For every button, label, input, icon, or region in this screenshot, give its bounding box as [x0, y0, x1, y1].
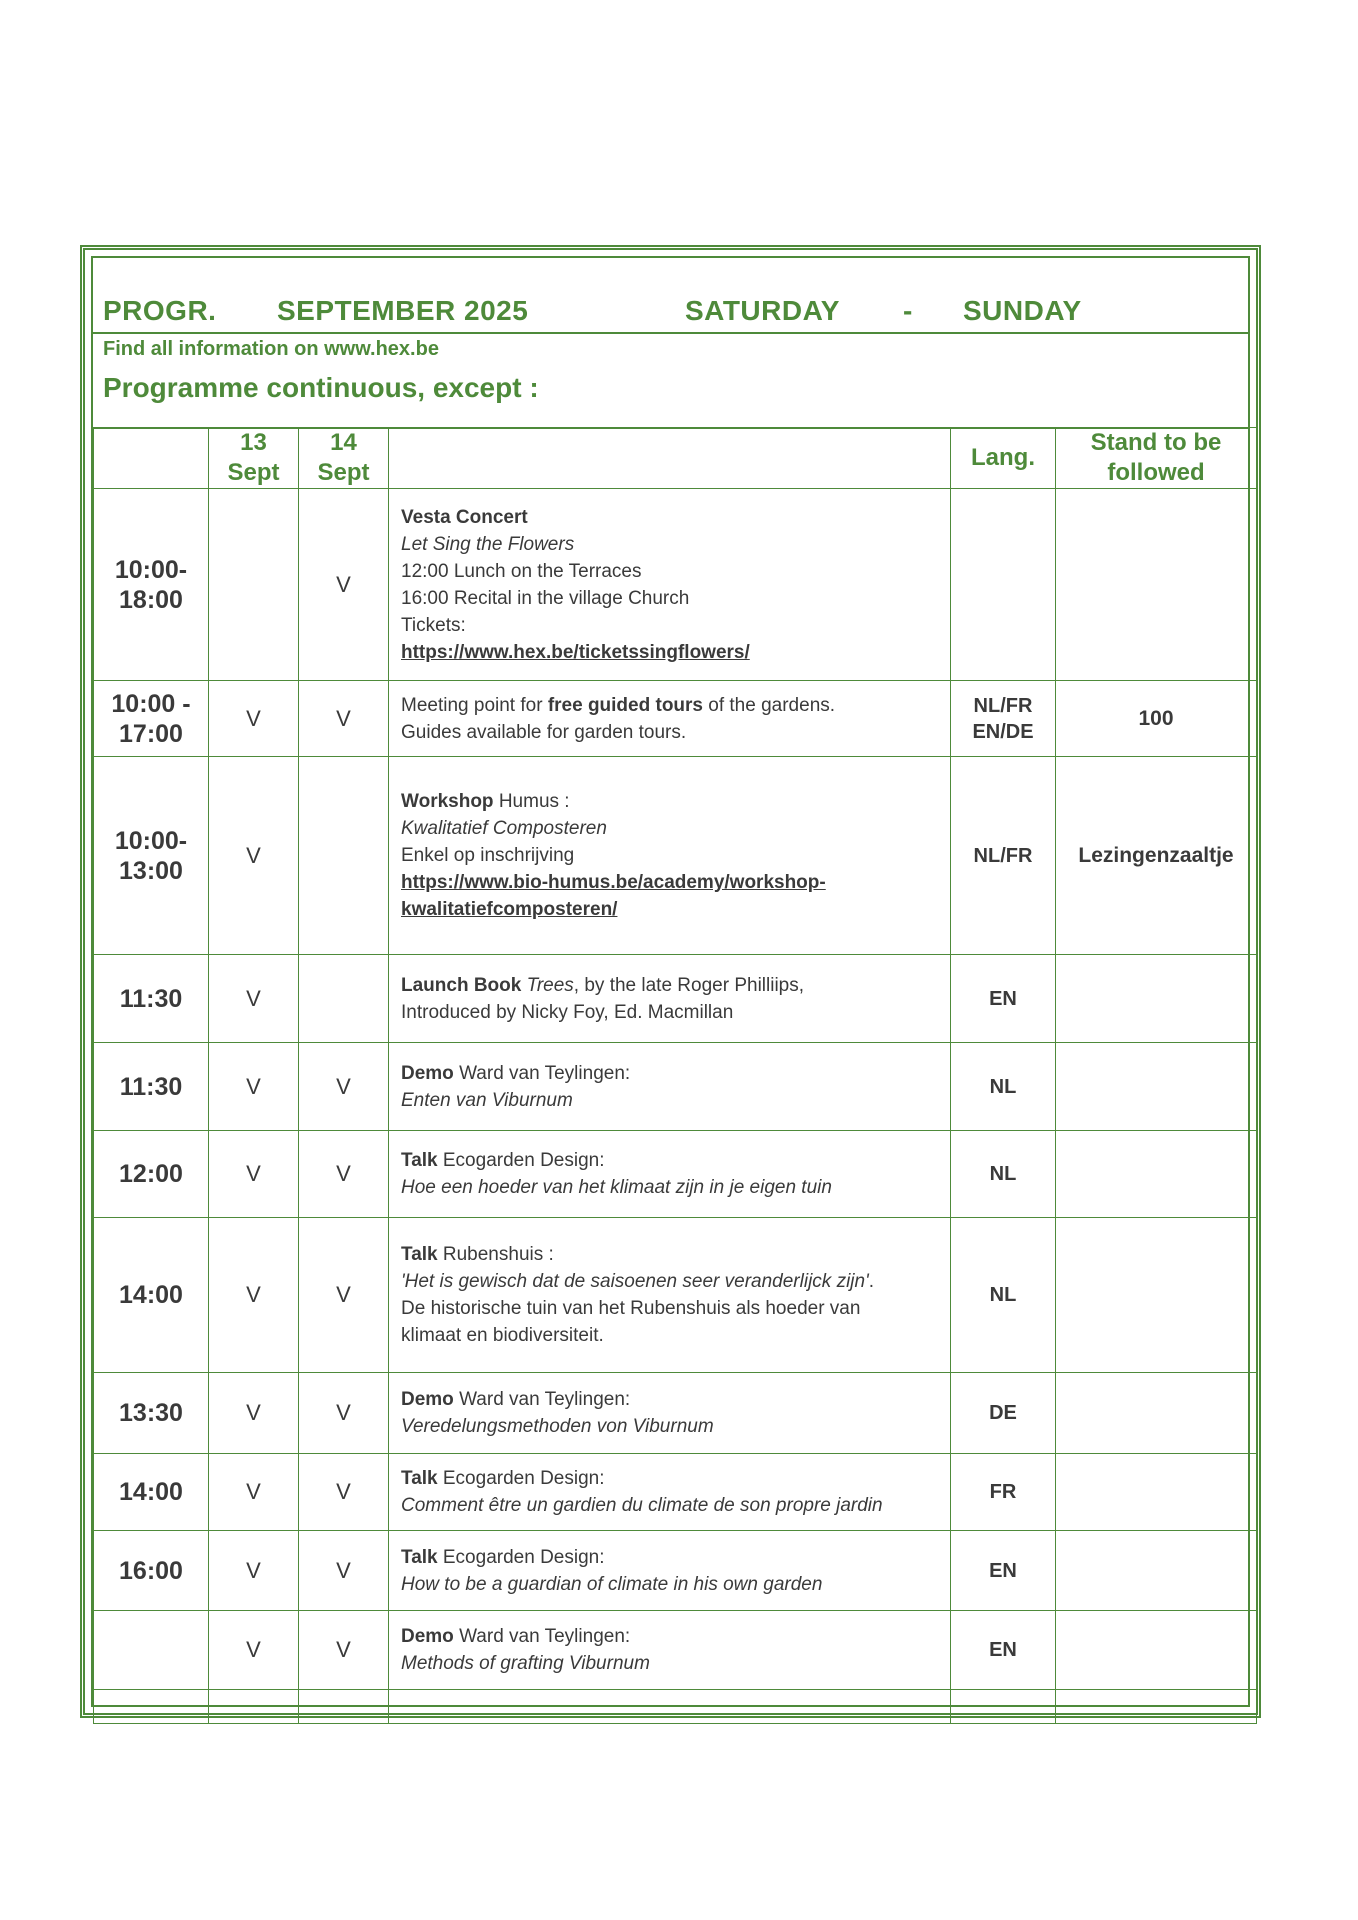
description-text: Workshop — [401, 791, 494, 812]
description-text: 'Het is gewisch dat de saisoenen seer veranderlijck zijn' — [401, 1271, 869, 1292]
language-cell — [951, 1690, 1056, 1724]
sunday-check: V — [299, 1373, 389, 1454]
stand-cell — [1056, 1611, 1257, 1690]
description-text: . — [868, 1271, 874, 1292]
description-text: Demo — [401, 1062, 454, 1084]
sunday-check: V — [299, 1131, 389, 1218]
time-cell — [94, 1611, 209, 1690]
description-line — [401, 504, 938, 531]
stand-cell — [1056, 1690, 1257, 1724]
language-cell — [951, 1454, 1056, 1531]
description-text: Introduced by Nicky Foy, Ed. Macmillan — [401, 1001, 734, 1023]
time-cell — [94, 1043, 209, 1131]
saturday-check: V — [209, 1611, 299, 1690]
description-text: Ward van Teylingen: — [453, 1626, 631, 1647]
description-text: De historische tuin van het Rubenshuis als hoeder van — [401, 1298, 861, 1319]
programme-frame — [80, 245, 1261, 1718]
month-label: SEPTEMBER 2025 — [277, 295, 529, 326]
time-text: 10:00 - — [111, 689, 191, 718]
description-text: Launch Book — [401, 974, 527, 996]
stand-cell — [1056, 1043, 1257, 1131]
table-header-row — [94, 428, 1257, 489]
language-cell — [951, 955, 1056, 1043]
saturday-check: V — [209, 1454, 299, 1531]
description-line — [401, 999, 938, 1026]
description-text: Demo — [401, 1626, 454, 1647]
time-column-header — [94, 428, 209, 489]
description-text: Enkel op inschrijving — [401, 845, 575, 866]
language-cell — [951, 1373, 1056, 1454]
description-cell — [389, 955, 951, 1043]
ticket-link[interactable]: https://www.hex.be/ticketssingflowers/ — [401, 641, 750, 663]
sunday-check: V — [299, 1531, 389, 1611]
description-text: Humus : — [493, 791, 570, 812]
time-cell — [94, 1690, 209, 1724]
description-line — [401, 612, 938, 639]
time-text: 12:00 — [119, 1160, 183, 1188]
time-cell — [94, 681, 209, 757]
description-line — [401, 1571, 938, 1598]
time-text: 10:00- — [114, 555, 188, 584]
info-block — [93, 332, 1248, 429]
time-text: 10:00- — [114, 826, 188, 855]
description-line — [401, 815, 938, 842]
description-line — [401, 1087, 938, 1114]
description-cell — [389, 1131, 951, 1218]
saturday-check: V — [209, 1043, 299, 1131]
stand-column-header: Stand to be followed — [1056, 428, 1257, 489]
description-line — [401, 972, 938, 999]
description-text: klimaat en biodiversiteit. — [401, 1325, 604, 1346]
saturday-check — [209, 1690, 299, 1724]
language-cell — [951, 1611, 1056, 1690]
description-line — [401, 1174, 938, 1201]
description-text: Guides available for garden tours. — [401, 721, 687, 743]
time-text: 13:30 — [119, 1399, 183, 1427]
table-row — [94, 1454, 1257, 1531]
description-line — [401, 1650, 938, 1677]
description-column-header — [389, 428, 951, 489]
description-text: How to be a guardian of climate in his own garden — [401, 1573, 823, 1595]
time-text: 17:00 — [119, 719, 183, 748]
description-line — [401, 639, 938, 666]
info-website-line: Find all information on www.hex.be — [103, 338, 439, 360]
description-text: , by the late Roger Philliips, — [573, 974, 805, 996]
language-cell — [951, 1043, 1056, 1131]
description-line — [401, 869, 938, 896]
description-line — [401, 558, 938, 585]
description-line — [401, 1465, 938, 1492]
description-text: 16:00 Recital in the village Church — [401, 587, 690, 609]
language-text: NL/FR — [973, 694, 1033, 717]
language-cell — [951, 757, 1056, 955]
time-text: 11:30 — [119, 984, 183, 1013]
description-line — [401, 1147, 938, 1174]
description-text: Ecogarden Design: — [437, 1150, 605, 1171]
description-text: Demo — [401, 1389, 454, 1410]
time-cell — [94, 1373, 209, 1454]
time-text: 16:00 — [119, 1556, 183, 1585]
day2-column-header: 14 Sept — [299, 428, 389, 489]
table-row — [94, 1531, 1257, 1611]
sunday-check — [299, 1690, 389, 1724]
saturday-check: V — [209, 757, 299, 955]
description-text: Ecogarden Design: — [437, 1546, 605, 1568]
description-cell — [389, 1454, 951, 1531]
description-cell — [389, 1043, 951, 1131]
language-text: FR — [989, 1481, 1017, 1503]
language-text: NL — [989, 1163, 1017, 1185]
time-cell — [94, 1218, 209, 1373]
saturday-check: V — [209, 1131, 299, 1218]
description-text: Veredelungsmethoden von Viburnum — [401, 1416, 714, 1437]
table-row — [94, 955, 1257, 1043]
language-cell — [951, 489, 1056, 681]
time-text: 11:30 — [119, 1072, 183, 1101]
description-line — [401, 1413, 938, 1440]
language-text: NL — [989, 1284, 1017, 1306]
description-text: Talk — [401, 1150, 438, 1171]
description-text: Meeting point for — [401, 694, 548, 716]
stand-cell — [1056, 1531, 1257, 1611]
time-cell — [94, 757, 209, 955]
sunday-check: V — [299, 1218, 389, 1373]
description-cell — [389, 1218, 951, 1373]
progr-label: PROGR. — [103, 295, 217, 326]
stand-cell — [1056, 1218, 1257, 1373]
sunday-check: V — [299, 489, 389, 681]
description-text: of the gardens. — [703, 694, 836, 716]
description-line — [401, 1322, 938, 1349]
time-text: 18:00 — [119, 585, 183, 614]
day1-column-header: 13 Sept — [209, 428, 299, 489]
sunday-check — [299, 955, 389, 1043]
time-cell — [94, 1531, 209, 1611]
table-row — [94, 1043, 1257, 1131]
description-cell — [389, 1531, 951, 1611]
stand-cell — [1056, 1131, 1257, 1218]
description-text: Enten van Viburnum — [401, 1089, 573, 1111]
description-cell — [389, 1611, 951, 1690]
saturday-check: V — [209, 681, 299, 757]
description-line — [401, 1295, 938, 1322]
description-line — [401, 1386, 938, 1413]
programme-table — [93, 427, 1257, 1724]
language-text: NL/FR — [973, 844, 1033, 867]
stand-cell — [1056, 1373, 1257, 1454]
description-line — [401, 1060, 938, 1087]
table-row — [94, 1218, 1257, 1373]
description-text: Talk — [401, 1468, 438, 1489]
stand-cell: Lezingenzaaltje — [1056, 757, 1257, 955]
sunday-check — [299, 757, 389, 955]
description-line — [401, 585, 938, 612]
saturday-check: V — [209, 1218, 299, 1373]
dash-separator: - — [903, 295, 913, 326]
description-line — [401, 896, 938, 923]
saturday-check — [209, 489, 299, 681]
description-text: free guided tours — [547, 694, 703, 716]
description-cell — [389, 757, 951, 955]
time-text: 14:00 — [119, 1478, 183, 1506]
description-cell — [389, 1690, 951, 1724]
description-cell — [389, 681, 951, 757]
description-line — [401, 788, 938, 815]
table-row — [94, 1373, 1257, 1454]
info-continuous-line: Programme continuous, except : — [103, 372, 539, 403]
time-text: 14:00 — [119, 1281, 183, 1309]
description-text: Tickets: — [401, 614, 466, 636]
description-line — [401, 692, 938, 719]
description-text: Kwalitatief Composteren — [401, 818, 607, 839]
programme-header — [93, 258, 1248, 334]
language-text: EN — [989, 987, 1017, 1010]
language-text: EN/DE — [972, 720, 1034, 743]
description-line — [401, 1492, 938, 1519]
description-text: Ward van Teylingen: — [453, 1062, 631, 1084]
language-cell — [951, 1531, 1056, 1611]
description-text: Ward van Teylingen: — [453, 1389, 631, 1410]
stand-cell: 100 — [1056, 681, 1257, 757]
language-text: NL — [989, 1075, 1017, 1098]
time-cell — [94, 1454, 209, 1531]
language-text: EN — [989, 1639, 1017, 1661]
description-line — [401, 1268, 938, 1295]
description-line — [401, 842, 938, 869]
language-cell — [951, 1218, 1056, 1373]
time-cell — [94, 489, 209, 681]
saturday-check: V — [209, 955, 299, 1043]
table-row — [94, 757, 1257, 955]
language-text: EN — [989, 1559, 1017, 1582]
description-cell — [389, 489, 951, 681]
description-text: 12:00 Lunch on the Terraces — [401, 560, 642, 582]
description-text: Vesta Concert — [401, 506, 528, 528]
description-text: Methods of grafting Viburnum — [401, 1653, 650, 1674]
lang-column-header: Lang. — [951, 428, 1056, 489]
programme-body — [94, 489, 1257, 1724]
description-line — [401, 1241, 938, 1268]
time-cell — [94, 1131, 209, 1218]
description-line — [401, 531, 938, 558]
saturday-check: V — [209, 1373, 299, 1454]
description-cell — [389, 1373, 951, 1454]
table-row — [94, 1611, 1257, 1690]
saturday-check: V — [209, 1531, 299, 1611]
table-row — [94, 1690, 1257, 1724]
description-text: Talk — [401, 1244, 438, 1265]
language-cell — [951, 681, 1056, 757]
description-text: Trees — [526, 974, 574, 996]
time-text: 13:00 — [119, 856, 183, 885]
description-line — [401, 1623, 938, 1650]
description-line — [401, 719, 938, 746]
table-row — [94, 489, 1257, 681]
sunday-check: V — [299, 1454, 389, 1531]
sunday-check: V — [299, 1043, 389, 1131]
stand-cell — [1056, 955, 1257, 1043]
sunday-check: V — [299, 681, 389, 757]
description-text: Talk — [401, 1546, 438, 1568]
sunday-check: V — [299, 1611, 389, 1690]
saturday-label: SATURDAY — [685, 295, 840, 326]
table-row — [94, 1131, 1257, 1218]
time-cell — [94, 955, 209, 1043]
stand-cell — [1056, 1454, 1257, 1531]
programme-inner-border — [91, 256, 1250, 1707]
description-text: Comment être un gardien du climate de son propre jardin — [401, 1495, 883, 1516]
table-row — [94, 681, 1257, 757]
language-text: DE — [989, 1402, 1017, 1424]
sunday-label: SUNDAY — [963, 295, 1082, 326]
description-line — [401, 1544, 938, 1571]
language-cell — [951, 1131, 1056, 1218]
ticket-link[interactable]: kwalitatiefcomposteren/ — [401, 899, 618, 920]
description-text: Let Sing the Flowers — [401, 533, 575, 555]
description-text: Rubenshuis : — [437, 1244, 554, 1265]
stand-cell — [1056, 489, 1257, 681]
description-text: Hoe een hoeder van het klimaat zijn in je eigen tuin — [401, 1177, 832, 1198]
description-text: Ecogarden Design: — [437, 1468, 605, 1489]
ticket-link[interactable]: https://www.bio-humus.be/academy/workshop- — [401, 872, 826, 893]
